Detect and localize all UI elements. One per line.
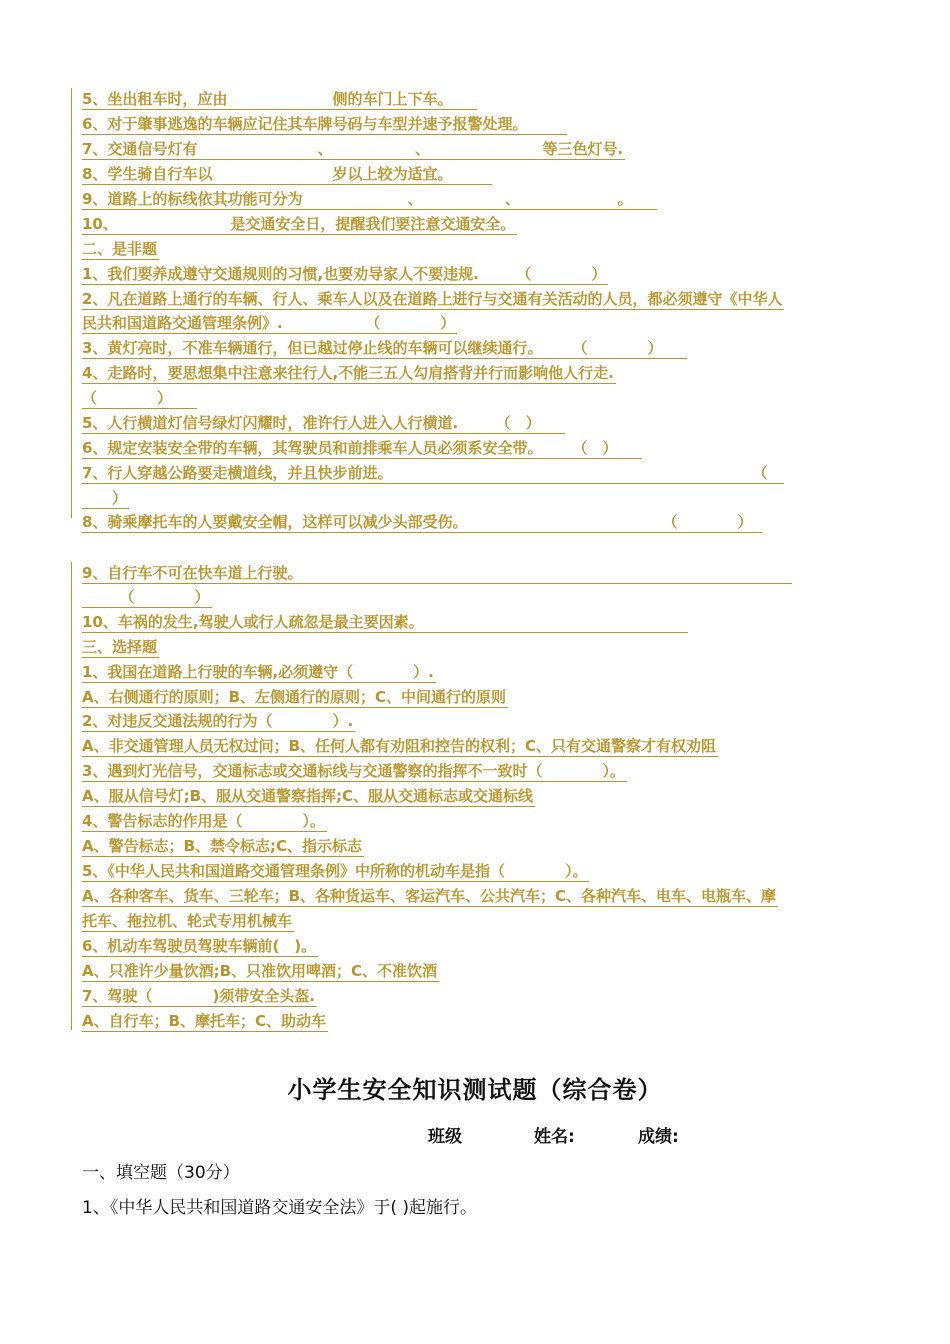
question-line: 4、走路时，要思想集中注意来往行人,不能三五人勾肩搭背并行而影响他人行走. — [82, 364, 614, 382]
question-line: 5、《中华人民共和国道路交通管理条例》中所称的机动车是指（ ）。 — [82, 862, 588, 880]
question-line: 6、对于肇事逃逸的车辆应记住其车牌号码与车型并速予报警处理。 — [82, 115, 565, 133]
section-heading: 一、填空题（30分） — [82, 1163, 240, 1183]
score-label: 成绩: — [638, 1127, 679, 1147]
question-line: 7、驾驶（ )须带安全头盔. — [82, 987, 315, 1005]
question-line: 7、行人穿越公路要走横道线，并且快步前进。 （ — [82, 464, 783, 482]
question-line: A、警告标志；B、禁令标志;C、指示标志 — [82, 837, 363, 855]
question-line: 10、 是交通安全日，提醒我们要注意交通安全。 — [82, 215, 516, 233]
question-line: 二、是非题 — [82, 240, 158, 258]
question-text: 1、《中华人民共和国道路交通安全法》于( )起施行。 — [82, 1198, 477, 1218]
question-line: 3、黄灯亮时，不准车辆通行，但已越过停止线的车辆可以继续通行。 （ ） — [82, 339, 685, 357]
question-line: A、非交通管理人员无权过问；B、任何人都有劝阻和控告的权利；C、只有交通警察才有权劝阻 — [82, 737, 717, 755]
question-line: （ ） — [82, 588, 210, 606]
question-line: （ ） — [82, 389, 195, 407]
page-title: 小学生安全知识测试题（综合卷） — [287, 1076, 663, 1104]
question-line: A、只准许少量饮酒;B、只准饮用啤酒；C、不准饮酒 — [82, 962, 438, 980]
question-line: 1、我国在道路上行驶的车辆,必须遵守（ ）. — [82, 663, 434, 681]
question-line: 5、人行横道灯信号绿灯闪耀时，准许行人进入人行横道. （ ） — [82, 414, 564, 432]
question-line: 托车、拖拉机、轮式专用机械车 — [82, 912, 293, 930]
name-label: 姓名: — [534, 1127, 575, 1147]
question-line: 8、学生骑自行车以 岁以上较为适宜。 — [82, 165, 490, 183]
question-line: 2、凡在道路上通行的车辆、行人、乘车人以及在道路上进行与交通有关活动的人员，都必须遵守《中华人 — [82, 290, 783, 308]
question-line: A、服从信号灯;B、服从交通警察指挥;C、服从交通标志或交通标线 — [82, 787, 534, 805]
question-line: 9、自行车不可在快车道上行驶。 — [82, 564, 790, 582]
question-line: 6、机动车驾驶员驾驶车辆前( )。 — [82, 937, 317, 955]
question-line: 3、遇到灯光信号，交通标志或交通标线与交通警察的指挥不一致时（ ）。 — [82, 762, 625, 780]
question-line: 三、选择题 — [82, 638, 158, 656]
question-line: 1、我们要养成遵守交通规则的习惯,也要劝导家人不要违规. （ ） — [82, 265, 607, 283]
question-line: 9、道路上的标线依其功能可分为 、 、 。 — [82, 190, 655, 208]
question-line: 5、坐出租车时，应由 侧的车门上下车。 — [82, 90, 475, 108]
left-margin-rule — [71, 562, 72, 1030]
class-label: 班级 — [428, 1127, 462, 1147]
question-line: 10、车祸的发生,驾驶人或行人疏忽是最主要因素。 — [82, 613, 687, 631]
question-line: 2、对违反交通法规的行为（ ）. — [82, 712, 354, 730]
question-line: A、自行车；B、摩托车；C、助动车 — [82, 1012, 327, 1030]
question-line: 7、交通信号灯有 、 、 等三色灯号. — [82, 140, 624, 158]
question-line: 4、警告标志的作用是（ ）。 — [82, 812, 325, 830]
question-line: 民共和国道路交通管理条例》. （ ） — [82, 314, 456, 332]
left-margin-rule — [71, 88, 72, 518]
question-line: A、各种客车、货车、三轮车；B、各种货运车、客运汽车、公共汽车；C、各种汽车、电车、电瓶车、摩 — [82, 887, 777, 905]
question-line: ） — [82, 489, 128, 507]
question-line: 6、规定安装安全带的车辆，其驾驶员和前排乘车人员必须系安全带。 （ ） — [82, 439, 640, 457]
question-line: A、右侧通行的原则；B、左侧通行的原则；C、中间通行的原则 — [82, 688, 507, 706]
question-line: 8、骑乘摩托车的人要戴安全帽，这样可以减少头部受伤。 （ ） — [82, 513, 760, 531]
